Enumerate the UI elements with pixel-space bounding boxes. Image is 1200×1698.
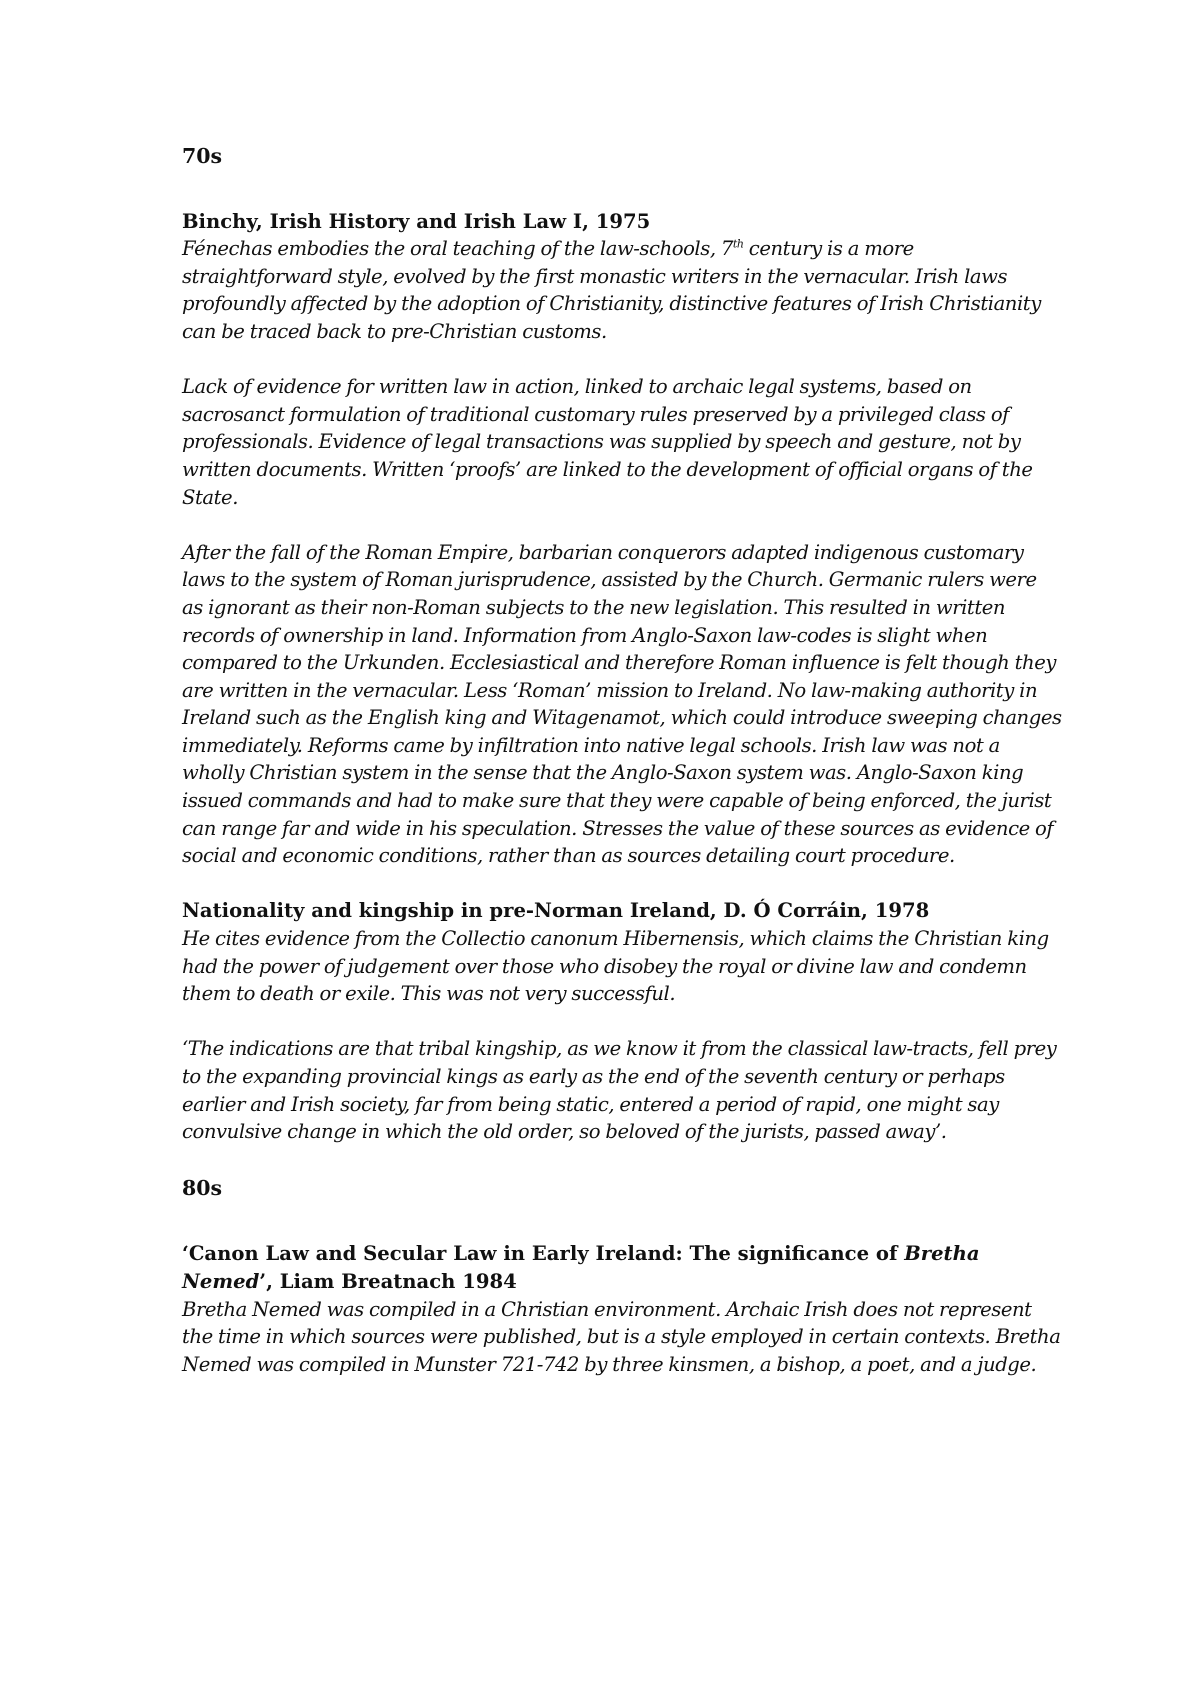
heading-80s: 80s [182, 1175, 223, 1200]
breatnach-paragraph-1: Bretha Nemed was compiled in a Christian environment. Archaic Irish does not represent the time in which sources were published, but is a style employed in certain contexts. Bretha Nemed was compiled in Munster 721-742 by three kinsmen, a bishop, a poet, and a judge. [182, 1297, 1061, 1376]
binchy-p1-superscript: th [732, 237, 744, 251]
entry-title-breatnach [182, 1240, 1062, 1295]
ocorrain-paragraph-2: ‘The indications are that tribal kingship, as we know it from the classical law-tracts, fell prey to the expanding provincial kings as early as the end of the seventh century or perhaps earlier and Irish society, far from being static, entered a period of rapid, one might say convulsive change in which the old order, so beloved of the jurists, passed away’. [182, 1037, 1057, 1144]
heading-70s: 70s [182, 144, 223, 168]
entry-binchy [182, 208, 1062, 870]
binchy-paragraph-3: After the fall of the Roman Empire, barbarian conquerors adapted indigenous customary laws to the system of Roman jurisprudence, assisted by the Church. Germanic rulers were as ignorant as their non-Roman subjects to the new legislation. This resulted in written records of ownership in land. Information from Anglo-Saxon law-codes is slight when compared to the Urkunden. Ecclesiastical and therefore Roman influence is felt though they are written in the vernacular. Less ‘Roman’ mission to Ireland. No law-making authority in Ireland such as the English king and Witagenamot, which could introduce sweeping changes immediately. Reforms came by infiltration into native legal schools. Irish law was not a wholly Christian system in the sense that the Anglo-Saxon system was. Anglo-Saxon king issued commands and had to make sure that they were capable of being enforced, the jurist can range far and wide in his speculation. Stresses the value of these sources as evidence of social and economic conditions, rather than as sources detailing court procedure. [182, 540, 1062, 868]
document-page [182, 143, 1062, 1378]
breatnach-title-b: ’, Liam Breatnach 1984 [259, 1269, 517, 1293]
binchy-p1-text-a: Fénechas embodies the oral teaching of the law-schools, 7 [182, 237, 733, 261]
entry-breatnach [182, 1240, 1062, 1378]
entry-ocorrain [182, 897, 1062, 1145]
entry-title-ocorrain: Nationality and kingship in pre-Norman Ireland, D. Ó Corráin, 1978 [182, 899, 930, 923]
breatnach-title-italic: Bretha Nemed [182, 1242, 980, 1293]
entry-title-binchy: Binchy, Irish History and Irish Law I, 1975 [182, 209, 651, 233]
ocorrain-paragraph-1: He cites evidence from the Collectio canonum Hibernensis, which claims the Christian king had the power of judgement over those who disobey the royal or divine law and condemn them to death or exile. This was not very successful. [182, 927, 1049, 1006]
breatnach-title-a: ‘Canon Law and Secular Law in Early Ireland: The significance of [182, 1242, 905, 1266]
binchy-p1-text-b: century is a more straightforward style, evolved by the first monastic writers in the vernacular. Irish laws profoundly affected by the adoption of Christianity, distinctive features of Irish Christianity can be traced back to pre-Christian customs. [182, 237, 1041, 343]
binchy-paragraph-2: Lack of evidence for written law in action, linked to archaic legal systems, based on sacrosanct formulation of traditional customary rules preserved by a privileged class of professionals. Evidence of legal transactions was supplied by speech and gesture, not by written documents. Written ‘proofs’ are linked to the development of official organs of the State. [182, 375, 1033, 509]
binchy-paragraph-1 [182, 235, 1062, 345]
